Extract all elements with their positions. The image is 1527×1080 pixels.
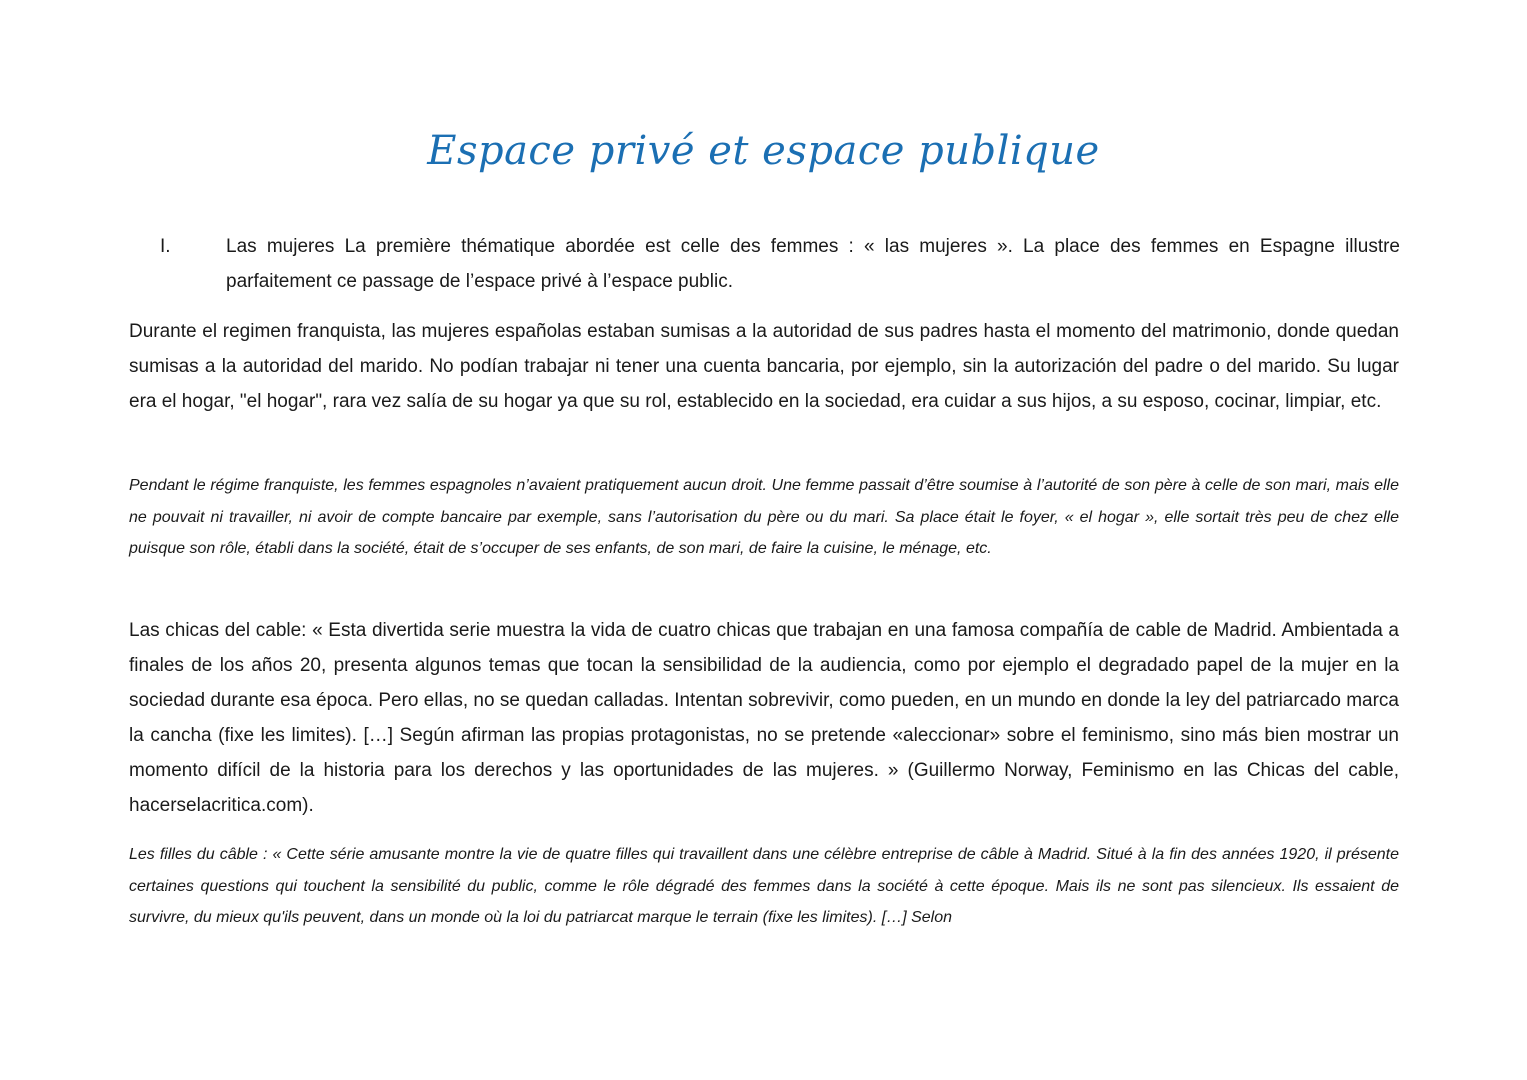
paragraph-french-translation-1: Pendant le régime franquiste, les femmes espagnoles n’avaient pratiquement aucun droit. Une femme passait d’être soumise à l’autorité de son père à celle de son mari, mais elle ne pouvait ni travailler, ni avoir de compte bancaire par exemple, sans l’autorisation du père ou du mari. Sa place était le foyer, « el hogar », elle sortait très peu de chez elle puisque son rôle, établi dans la société, était de s’occuper de ses enfants, de son mari, de faire la cuisine, le ménage, etc. xyxy=(129,477,1399,557)
section-heading xyxy=(160,229,1400,299)
section-number: I. xyxy=(160,236,171,257)
paragraph-spanish-1: Durante el regimen franquista, las mujeres españolas estaban sumisas a la autoridad de sus padres hasta el momento del matrimonio, donde quedan sumisas a la autoridad del marido. No podían trabajar ni tener una cuenta bancaria, por ejemplo, sin la autorización del padre o del marido. Su lugar era el hogar, "el hogar", rara vez salía de su hogar ya que su rol, establecido en la sociedad, era cuidar a sus hijos, a su esposo, cocinar, limpiar, etc. xyxy=(129,321,1399,412)
paragraph-french-translation-2: Les filles du câble : « Cette série amusante montre la vie de quatre filles qui travaillent dans une célèbre entreprise de câble à Madrid. Situé à la fin des années 1920, il présente certaines questions qui touchent la sensibilité du public, comme le rôle dégradé des femmes dans la société à cette époque. Mais ils ne sont pas silencieux. Ils essaient de survivre, du mieux qu'ils peuvent, dans un monde où la loi du patriarcat marque le terrain (fixe les limites). […] Selon xyxy=(129,846,1399,926)
section-text: Las mujeres La première thématique abordée est celle des femmes : « las mujeres ». La place des femmes en Espagne illustre parfaitement ce passage de l’espace privé à l’espace public. xyxy=(226,236,1400,292)
paragraph-spanish-2: Las chicas del cable: « Esta divertida serie muestra la vida de cuatro chicas que trabajan en una famosa compañía de cable de Madrid. Ambientada a finales de los años 20, presenta algunos temas que tocan la sensibilidad de la audiencia, como por ejemplo el degradado papel de la mujer en la sociedad durante esa época. Pero ellas, no se quedan calladas. Intentan sobrevivir, como pueden, en un mundo en donde la ley del patriarcado marca la cancha (fixe les limites). […] Según afirman las propias protagonistas, no se pretende «aleccionar» sobre el feminismo, sino más bien mostrar un momento difícil de la historia para los derechos y las oportunidades de las mujeres. » (Guillermo Norway, Feminismo en las Chicas del cable, hacerselacritica.com). xyxy=(129,620,1399,816)
page-title: Espace privé et espace publique xyxy=(427,128,1100,174)
